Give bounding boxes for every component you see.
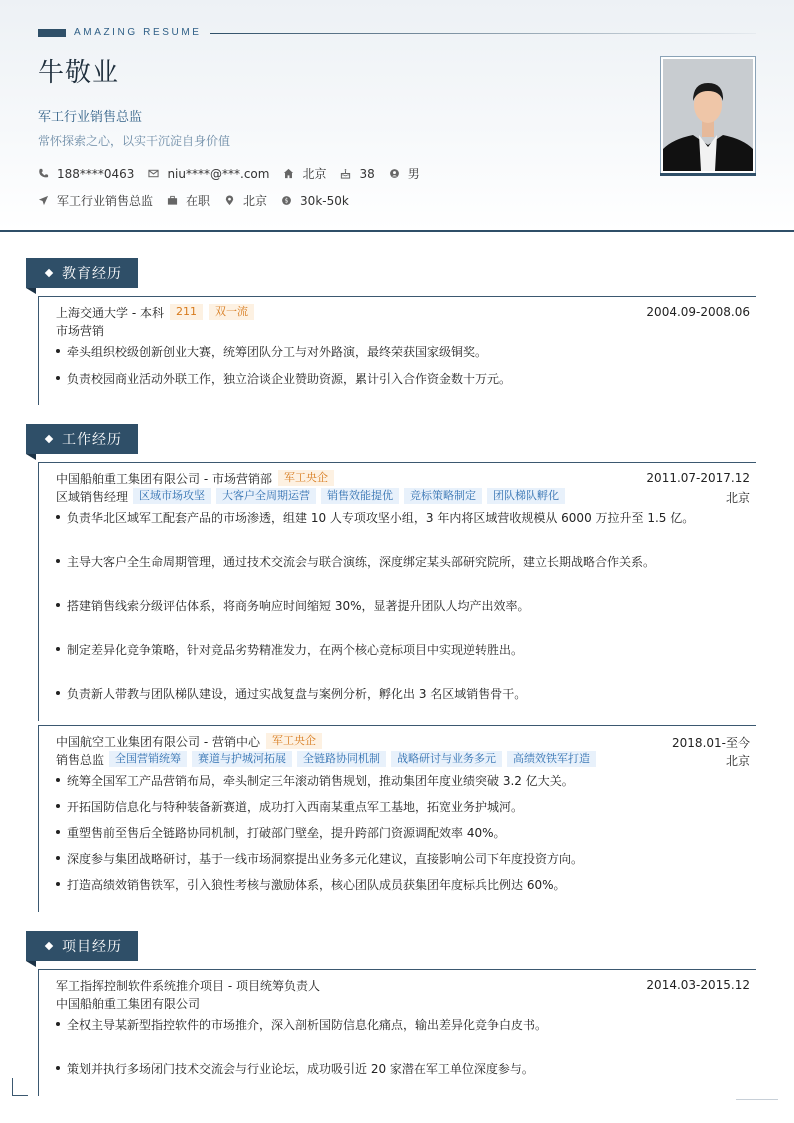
diamond-icon bbox=[45, 269, 53, 277]
section-work-title bbox=[26, 424, 138, 454]
person-portrait-icon bbox=[663, 59, 753, 171]
page-corner-mark bbox=[12, 1078, 28, 1096]
target-role-text: 军工行业销售总监 bbox=[57, 194, 154, 208]
list-item: 全权主导某新型指控软件的市场推介，深入剖析国防信息化痛点，输出差异化竞争白皮书。 bbox=[56, 1016, 547, 1033]
project-head bbox=[39, 976, 756, 994]
skill-tag: 竞标策略制定 bbox=[404, 488, 482, 504]
money-icon bbox=[281, 195, 292, 206]
work-date: 2011.07-2017.12 bbox=[646, 471, 750, 485]
section-project-label: 项目经历 bbox=[62, 939, 122, 955]
company-tag: 军工央企 bbox=[266, 733, 322, 749]
age-text: 38 bbox=[359, 166, 375, 181]
age-info bbox=[340, 167, 374, 181]
gender-text: 男 bbox=[407, 167, 420, 181]
briefcase-icon bbox=[167, 195, 178, 206]
education-tag: 双一流 bbox=[209, 304, 254, 320]
work-entry bbox=[38, 725, 756, 912]
list-item: 负责华北区域军工配套产品的市场渗透，组建 10 人专项攻坚小组，3 年内将区域营收规模从 6000 万拉升至 1.5 亿。 bbox=[56, 509, 694, 526]
list-item: 策划并执行多场闭门技术交流会与行业论坛，成功吸引近 20 家潜在军工单位深度参与。 bbox=[56, 1060, 534, 1077]
section-work-label: 工作经历 bbox=[62, 432, 122, 448]
brand-divider bbox=[210, 33, 756, 34]
phone-info bbox=[38, 167, 134, 181]
skill-tag: 赛道与护城河拓展 bbox=[192, 751, 292, 767]
brand-text: AMAZING RESUME bbox=[74, 27, 202, 38]
education-head bbox=[39, 303, 756, 321]
section-project-title bbox=[26, 931, 138, 961]
work-city: 北京 bbox=[725, 754, 750, 768]
send-icon bbox=[38, 195, 49, 206]
status-row bbox=[38, 192, 363, 209]
svg-text:$: $ bbox=[284, 197, 289, 205]
list-item: 负责新人带教与团队梯队建设，通过实战复盘与案例分析，孵化出 3 名区域销售骨干。 bbox=[56, 685, 526, 702]
gender-info bbox=[389, 165, 420, 182]
skill-tag: 全链路协同机制 bbox=[297, 751, 386, 767]
job-status-info bbox=[167, 192, 210, 209]
skill-tag: 战略研讨与业务多元 bbox=[391, 751, 502, 767]
salary-text: 30k-50k bbox=[300, 193, 349, 208]
company-tag: 军工央企 bbox=[278, 470, 334, 486]
role-name: 区域销售经理 bbox=[56, 489, 129, 504]
candidate-motto: 常怀探索之心，以实干沉淀自身价值 bbox=[38, 134, 231, 148]
phone-icon bbox=[38, 168, 49, 179]
project-entry bbox=[38, 969, 756, 1096]
work-head bbox=[39, 732, 756, 750]
location-icon bbox=[224, 195, 235, 206]
skill-tag: 区域市场攻坚 bbox=[133, 488, 211, 504]
mail-icon bbox=[148, 168, 159, 179]
work-city: 北京 bbox=[725, 491, 750, 505]
work-head bbox=[39, 469, 756, 487]
candidate-title: 军工行业销售总监 bbox=[38, 110, 143, 125]
company-name: 中国航空工业集团有限公司 - 营销中心 bbox=[56, 734, 260, 749]
project-name: 军工指挥控制软件系统推介项目 - 项目统筹负责人 bbox=[56, 978, 320, 993]
school-name: 上海交通大学 - 本科 bbox=[56, 305, 164, 320]
gender-icon bbox=[389, 168, 400, 179]
major-name: 市场营销 bbox=[56, 323, 105, 338]
list-item: 深度参与集团战略研讨，基于一线市场洞察提出业务多元化建议，直接影响公司下年度投资方向。 bbox=[56, 850, 583, 867]
education-tag: 211 bbox=[170, 304, 203, 320]
skill-tag: 全国营销统筹 bbox=[109, 751, 187, 767]
section-education-label: 教育经历 bbox=[62, 266, 122, 282]
resume-header bbox=[0, 0, 794, 232]
profile-photo-frame bbox=[660, 56, 756, 174]
education-entry bbox=[38, 296, 756, 405]
phone-text: 188****0463 bbox=[57, 166, 135, 181]
list-item: 重塑售前至售后全链路协同机制，打破部门壁垒，提升跨部门资源调配效率 40%。 bbox=[56, 824, 506, 841]
work-entry bbox=[38, 462, 756, 721]
skill-tag: 高绩效铁军打造 bbox=[507, 751, 596, 767]
skill-tag: 大客户全周期运营 bbox=[216, 488, 316, 504]
role-row bbox=[39, 750, 756, 768]
role-row bbox=[39, 487, 756, 505]
profile-photo bbox=[663, 59, 753, 171]
page-footer-line bbox=[736, 1099, 778, 1100]
company-name: 中国船舶重工集团有限公司 - 市场营销部 bbox=[56, 471, 272, 486]
home-text: 北京 bbox=[302, 167, 327, 181]
list-item: 统筹全国军工产品营销布局，牵头制定三年滚动销售规划，推动集团年度业绩突破 3.2 亿大关。 bbox=[56, 772, 574, 789]
list-item: 开拓国防信息化与特种装备新赛道，成功打入西南某重点军工基地，拓宽业务护城河。 bbox=[56, 798, 523, 815]
major-row bbox=[39, 321, 756, 339]
list-item: 打造高绩效销售铁军，引入狼性考核与激励体系，核心团队成员获集团年度标兵比例达 60%。 bbox=[56, 876, 566, 893]
diamond-icon bbox=[45, 942, 53, 950]
education-date: 2004.09-2008.06 bbox=[646, 305, 750, 319]
list-item: 主导大客户全生命周期管理，通过技术交流会与联合演练，深度绑定某头部研究院所，建立长期战略合作关系。 bbox=[56, 553, 655, 570]
brand-bar bbox=[38, 29, 66, 37]
target-city-text: 北京 bbox=[243, 194, 268, 208]
contact-row bbox=[38, 165, 434, 182]
cake-icon bbox=[340, 168, 351, 179]
skill-tag: 销售效能提优 bbox=[321, 488, 399, 504]
candidate-name: 牛敬业 bbox=[38, 58, 120, 88]
home-info bbox=[283, 165, 326, 182]
list-item: 搭建销售线索分级评估体系，将商务响应时间缩短 30%，显著提升团队人均产出效率。 bbox=[56, 597, 530, 614]
job-status-text: 在职 bbox=[186, 194, 211, 208]
work-date: 2018.01-至今 bbox=[672, 736, 750, 750]
email-text: niu****@***.com bbox=[167, 166, 270, 181]
home-icon bbox=[283, 168, 294, 179]
salary-info bbox=[281, 194, 349, 208]
target-city-info bbox=[224, 192, 267, 209]
email-info bbox=[148, 167, 269, 181]
project-date: 2014.03-2015.12 bbox=[646, 978, 750, 992]
list-item: 负责校园商业活动外联工作，独立洽谈企业赞助资源，累计引入合作资金数十万元。 bbox=[56, 370, 511, 387]
role-name: 销售总监 bbox=[56, 752, 105, 767]
section-education-title bbox=[26, 258, 138, 288]
skill-tag: 团队梯队孵化 bbox=[487, 488, 565, 504]
diamond-icon bbox=[45, 435, 53, 443]
list-item: 牵头组织校级创新创业大赛，统筹团队分工与对外路演，最终荣获国家级铜奖。 bbox=[56, 343, 487, 360]
list-item: 制定差异化竞争策略，针对竞品劣势精准发力，在两个核心竞标项目中实现逆转胜出。 bbox=[56, 641, 523, 658]
project-company: 中国船舶重工集团有限公司 bbox=[56, 996, 201, 1011]
target-role-info bbox=[38, 192, 153, 209]
project-company-row bbox=[39, 994, 756, 1012]
